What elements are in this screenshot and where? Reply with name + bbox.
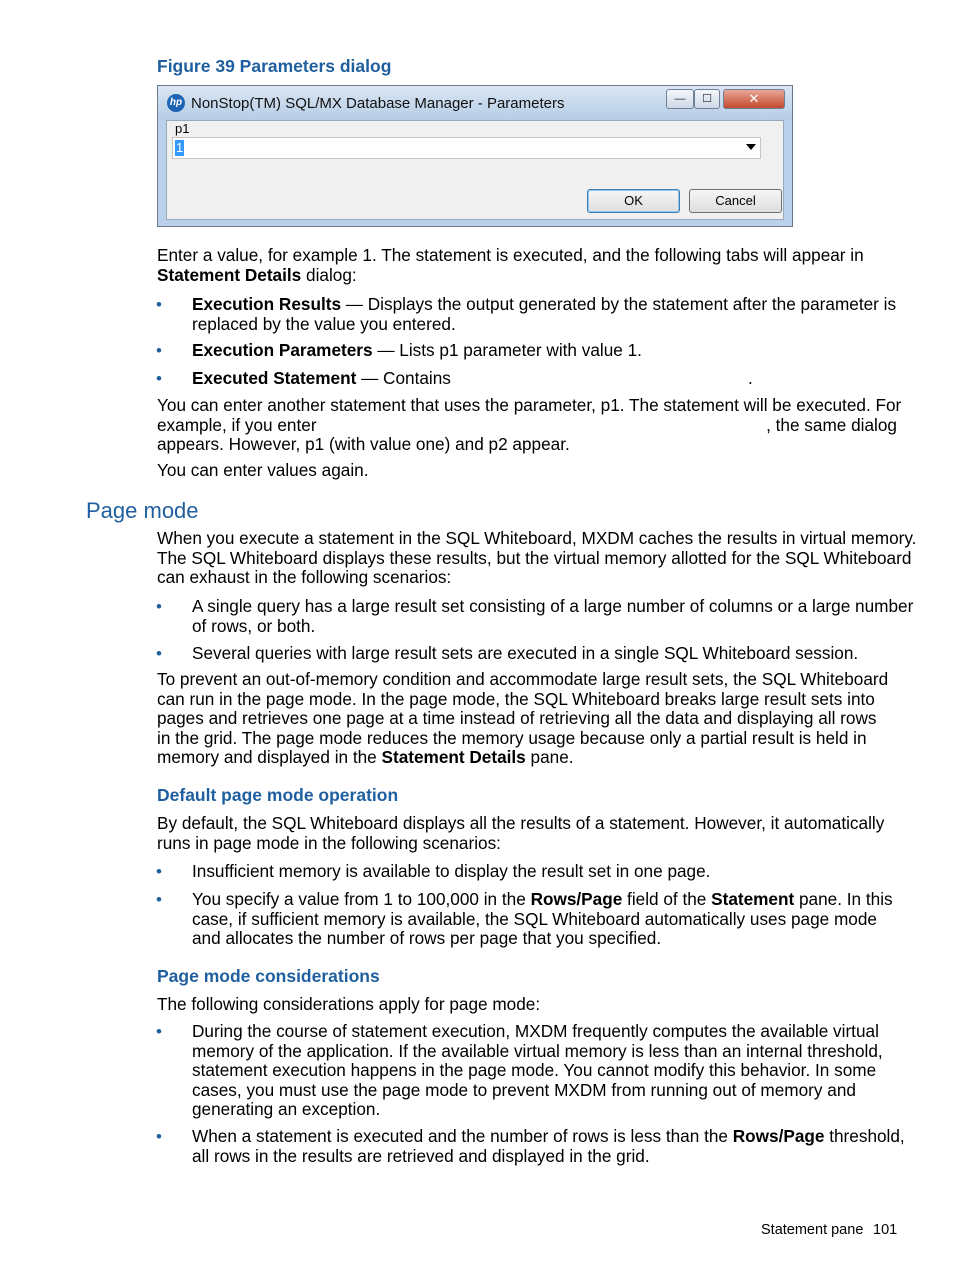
list-item [192,369,897,389]
list-item [192,862,897,882]
default-operation-paragraph [157,814,897,853]
list-item-term: Execution Parameters [192,340,373,360]
list-item-term: Execution Results [192,294,341,314]
paragraph-text: pane. [525,747,574,768]
list-item-line: of rows, or both. [192,615,316,636]
list-item [192,1126,905,1166]
list-item-line: memory of the application. If the available virtual memory is less than an internal threshold, [192,1040,883,1061]
list-item-line: case, if sufficient memory is available, the SQL Whiteboard automatically uses page mode [192,908,877,929]
parameters-dialog [157,85,793,227]
list-item [192,890,897,949]
considerations-intro: The following considerations apply for page mode: [157,994,541,1014]
hp-logo-icon: hp [167,94,185,112]
paragraph-line: can run in the page mode. In the page mode, the SQL Whiteboard breaks large result sets into [157,688,875,709]
list-item-text: pane. In this [794,889,893,909]
list-item-line: • A single query has a large result set consisting of a large number of columns or a large number [192,596,914,616]
list-item-term: Executed Statement [192,368,357,388]
list-item-text: field of the [622,889,712,909]
list-item-line [192,341,897,361]
list-item-text: When a statement is executed and the number of rows is less than the [192,1126,733,1146]
another-statement-paragraph [157,395,902,455]
list-item-line: • Several queries with large result sets are executed in a single SQL Whiteboard session. [192,643,859,663]
statement-term: Statement [711,889,795,909]
dialog-client-area [166,120,784,220]
rows-per-page-term: Rows/Page [530,889,623,909]
paragraph-line-end: , the same dialog [766,414,897,435]
list-item-line: replaced by the value you entered. [192,313,456,334]
paragraph-line: By default, the SQL Whiteboard displays all the results of a statement. However, it automatically [157,813,885,833]
list-item-line [192,1126,905,1147]
list-item-line: all rows in the results are retrieved and displayed in the grid. [192,1145,650,1166]
paragraph-line: pages and retrieves one page at a time instead of retrieving all the data and displaying all rows [157,708,877,729]
close-button[interactable]: ✕ [723,89,785,109]
list-item [192,1022,897,1120]
cancel-button[interactable]: Cancel [689,189,782,213]
page-mode-paragraph-2 [157,670,897,768]
list-item-line: generating an exception. [192,1099,381,1120]
paragraph-line [157,748,897,768]
footer-section-title: Statement pane [761,1222,864,1238]
enter-again-paragraph: You can enter values again. [157,460,369,480]
dialog-title: NonStop(TM) SQL/MX Database Manager - Parameters [191,95,565,112]
chevron-down-icon[interactable] [746,144,756,150]
list-item-text: You specify a value from 1 to 100,000 in the [192,889,531,909]
paragraph-line: can exhaust in the following scenarios: [157,567,452,588]
intro-line-1: Enter a value, for example 1. The statement is executed, and the following tabs will appear in [157,245,864,265]
rows-per-page-term: Rows/Page [732,1126,825,1146]
list-item-line [192,369,897,389]
list-item-line: and allocates the number of rows per page that you specified. [192,928,662,949]
page-mode-paragraph-1 [157,528,917,588]
list-item-line: • Insufficient memory is available to display the result set in one page. [192,861,711,881]
intro-line-2-rest: dialog: [301,264,357,285]
page-mode-heading: Page mode [86,498,199,523]
list-item-line: • During the course of statement execution, MXDM frequently computes the available virtual [192,1021,879,1041]
paragraph-line: To prevent an out-of-memory condition and accommodate large result sets, the SQL Whiteboard [157,669,889,689]
list-item-text: — Displays the output generated by the statement after the parameter is [341,294,897,314]
paragraph-line: The SQL Whiteboard displays these results, but the virtual memory allotted for the SQL Whiteboard [157,547,912,568]
paragraph-line: in the grid. The page mode reduces the memory usage because only a partial result is held in [157,727,867,748]
statement-details-term: Statement Details [381,747,526,768]
list-item-tail: . [748,368,753,388]
paragraph-line-start: example, if you enter [157,414,317,435]
intro-paragraph [157,246,897,285]
intro-line-2 [157,266,897,286]
list-item-line: statement execution happens in the page mode. You cannot modify this behavior. In some [192,1060,877,1081]
list-item [192,295,897,334]
param-value-text[interactable]: 1 [176,140,184,155]
statement-details-term: Statement Details [157,264,302,285]
paragraph-text: memory and displayed in the [157,747,382,768]
dialog-titlebar [158,86,792,120]
paragraph-line [157,416,897,436]
list-item-line: cases, you must use the page mode to prevent MXDM from running out of memory and [192,1079,856,1100]
list-item-line [192,890,897,910]
default-operation-heading: Default page mode operation [157,785,399,805]
list-item-text: — Contains [356,368,451,388]
param-label: p1 [175,121,190,136]
ok-button[interactable]: OK [587,189,680,213]
paragraph-line: runs in page mode in the following scenarios: [157,832,501,853]
paragraph-line: appears. However, p1 (with value one) and p2 appear. [157,434,570,455]
list-item [192,644,897,664]
footer-page-number: 101 [873,1222,898,1238]
figure-caption: Figure 39 Parameters dialog [157,56,392,76]
considerations-heading: Page mode considerations [157,966,380,986]
list-item-line [192,295,897,315]
list-item [192,341,897,361]
list-item-text: — Lists p1 parameter with value 1. [372,340,642,360]
list-item-text: threshold, [824,1126,905,1146]
param-value-combobox[interactable] [172,137,761,159]
paragraph-line: When you execute a statement in the SQL Whiteboard, MXDM caches the results in virtual memory. [157,528,917,548]
maximize-button[interactable]: ☐ [694,89,720,109]
minimize-button[interactable]: — [666,89,694,109]
list-item [192,596,914,636]
paragraph-line: You can enter another statement that uses the parameter, p1. The statement will be executed. For [157,395,902,415]
